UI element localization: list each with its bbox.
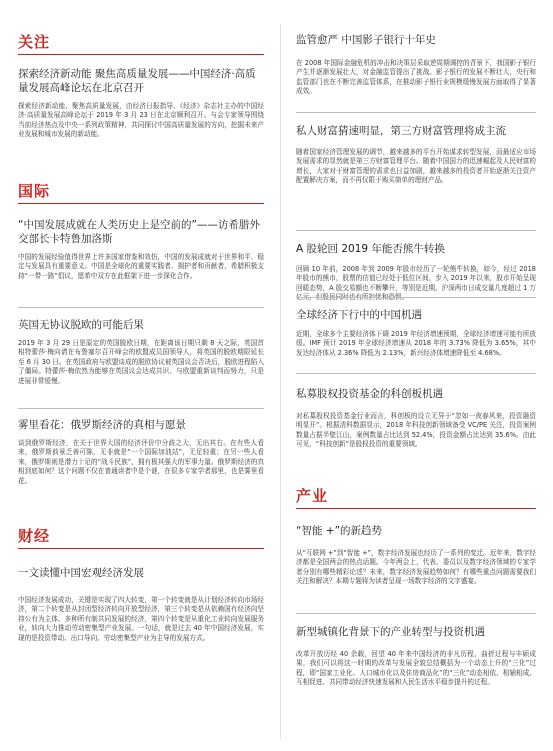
article: [18, 418, 264, 486]
article: [296, 308, 536, 358]
article-summary: 探索经济新动能、聚焦高质量发展，由经济日报指导、《经济》杂志社主办的中国经济·高质量发展高峰论坛于 2019 年 3 月 23 日在北京顺利召开。与会专家领导围绕当前经济热点及中央一系列政策精神，共同探讨中国高质量发展的方向，挖掘未来产业发展和城市发展的新动能。: [18, 102, 264, 139]
article-summary: 2019 年 3 月 29 日是原定的英国脱欧日期，在距离该日期只剩 8 天之际，英国首相特蕾莎·梅向请在布鲁塞尔召开峰会的欧盟成员国领导人，将英国的脱欧期限延长至 6 月 30 日。在英国政府与欧盟谈成的脱欧协议被英国议会否决后，脱欧进程陷入了僵局。特蕾莎·梅依然为能够在英国议会达成共识、与欧盟重新谈判而努力，只是进展非常缓慢。: [18, 339, 264, 385]
article: [18, 566, 264, 643]
section-focus: [18, 33, 264, 55]
article: [296, 387, 536, 450]
section-title: 财经: [18, 527, 51, 545]
divider: [296, 297, 536, 298]
section-industry: [296, 487, 536, 509]
article: [296, 33, 536, 97]
article: [296, 242, 536, 303]
divider: [296, 373, 536, 374]
section-title: 国际: [18, 182, 51, 200]
section-rule: [18, 203, 264, 204]
article-title[interactable]: 探索经济新动能 聚焦高质量发展——中国经济·高质量发展高峰论坛在北京召开: [18, 68, 256, 94]
column-divider: [280, 24, 281, 739]
section-international: [18, 182, 264, 204]
article-title[interactable]: 新型城镇化背景下的产业转型与投资机遇: [296, 626, 485, 638]
article-summary: 对私募股权投资基金行业而言，科创板的设立无异于“忽如一夜春风来，投资融资明显开”。根据清科数据显示，2018 年科技创新领域备受 VC/PE 关注，投资案例数量占据半壁江山，案例数量占比达到 52.4%，投资金额占比达到 35.6%。由此可见，“科技创新”是股权投资的重要领域。: [296, 412, 536, 449]
article: [296, 625, 536, 688]
left-column: [18, 0, 264, 751]
section-rule: [18, 54, 264, 55]
right-column: [296, 0, 536, 751]
article-title[interactable]: 监管愈严 中国影子银行十年史: [296, 34, 436, 46]
article: [296, 524, 536, 587]
divider: [18, 307, 264, 308]
article-summary: 从“互联网 +”到“智能 +”，数字经济发展也经历了一系列的变迁。近年来，数字经济都是全国两会的热点话题。今年两会上，代表、委员以及数字经济领域的专家学者分别有哪些精彩论述？未来，数字经济发展趋势如何？有哪些重点问题需要我们关注和解决？本期专题将为读者呈现一场数字经济的文字盛宴。: [296, 549, 536, 586]
article-title[interactable]: 英国无协议脱欧的可能后果: [18, 319, 144, 331]
article-title[interactable]: 私募股权投资基金的科创板机遇: [296, 388, 443, 400]
article-summary: 近期，全球多个主要经济体下调 2019 年经济增速预期，全球经济增速可能有所放缓。IMF 预计 2019 年全球经济增速从 2018 年的 3.73% 降低为 3.65%，其中发达经济体从 2.36% 降低为 2.13%，新兴经济体增速降低至 4.68%。: [296, 330, 536, 357]
divider: [296, 112, 536, 113]
divider: [296, 613, 536, 614]
section-rule: [296, 508, 536, 509]
section-finance: [18, 527, 264, 549]
article-title[interactable]: 全球经济下行中的中国机遇: [296, 309, 422, 321]
article-title[interactable]: 一文读懂中国宏观经济发展: [18, 567, 144, 579]
article-summary: 中国经济发展成功，关键是实现了四大转变，第一个转变就是从计划经济转向市场经济，第二个转变是从封闭型经济转向开放型经济，第三个转变是从依赖国有经济向坚持公有为主体、多种所有制共同发展的经济，第四个转变是从重化工业转向发展服务业，转向大力推动劳动密集型产业发展。一句话，就是过去 40 年中国经济发展，实现的是投资带动、出口导向、劳动密集型产业为主导的发展方式。: [18, 596, 264, 642]
article-title[interactable]: A 股轮回 2019 年能否熊牛转换: [296, 243, 445, 255]
divider: [296, 230, 536, 231]
article-title[interactable]: “智能 +”的新趋势: [296, 525, 383, 537]
article: [18, 67, 264, 140]
article: [18, 318, 264, 386]
section-rule: [18, 548, 264, 549]
article-summary: 谈到俄罗斯经济，在关于世界大国的经济评价中分歧之大，无出其右。在有些人看来，俄罗斯前景乏善可陈，无非就是“一个国际加油站”，无足轻重；在另一些人看来，俄罗斯则是潜力十足的“战斗民族”，拥有极其强大的军事力量。俄罗斯经济的真相到底如何？这个问题不仅在普通读者中是个谜，在很多专家学者那里，也是雾里看花。: [18, 439, 264, 485]
article-summary: 中国的发展经验值得世界上许多国家借鉴和效仿，中国的发展成就对于世界和平、稳定与发展具有重要意义。中国是全球化的重要实践者、拥护者和贡献者，希腊积极支持“一带一路”倡议，愿希中双方在此框架下进一步深化合作。: [18, 253, 264, 280]
article-summary: 在 2008 年国际金融危机的冲击和决策层采取逆周期调控的背景下，我国影子银行产生并逐渐发展壮大，对金融监管提出了挑战。影子银行的发展不断壮大，央行和监管部门也在不断完善监管体系，在推动影子银行业规模缓慢发展方面取得了显著成效。: [296, 59, 536, 96]
article-summary: 随着国家经济管理发展的调节，越来越多的平台开始谋求转型发展，而最适应市场发展需求的显然就是第三方财富管理平台。随着中国国力的迅速崛起及人民财富的增长，大家对于财富管理的需求也日益加剧，越来越多的投资者开始逐渐关注资产配置解决方案，而不再仅限于购买简单的理财产品。: [296, 148, 536, 185]
article-title[interactable]: 私人财富猜速明显，第三方财富管理将成主流: [296, 125, 506, 137]
article-title[interactable]: 雾里看花：俄罗斯经济的真相与愿景: [18, 419, 186, 431]
article-summary: 回顾 10 年前，2008 年到 2009 年股市经历了一轮熊牛转换，如今，经过 2018 年股市的熊市，股票的估值已经处于低位区间，步入 2019 年以来，股市开始呈现回暖态势，A 股交易额也不断攀升，等别是近期，沪深两市日成交量几度超过 1 万亿元，但股民同时也有所担忧和恐惧。: [296, 265, 536, 302]
article: [296, 124, 536, 186]
article-title[interactable]: “中国发展成就在人类历史上是空前的”——访希腊外交部长卡特鲁加洛斯: [18, 219, 260, 245]
section-title: 产业: [296, 487, 329, 505]
article-summary: 改革开放历经 40 余载，回望 40 年来中国经济的非凡历程，曲折过程与丰硕成果，我们可以将这一时期的改革与发展全貌总结概括为一个动态上升的“三化”过程，即“国家工业化、人口城市化以及住房商品化”的“三化”动态相依、相辅相成、互相促进、共同带动经济快速发展和人民生活水平稳步提升的过程。: [296, 650, 536, 687]
article: [18, 218, 264, 281]
divider: [18, 408, 264, 409]
section-title: 关注: [18, 33, 51, 51]
